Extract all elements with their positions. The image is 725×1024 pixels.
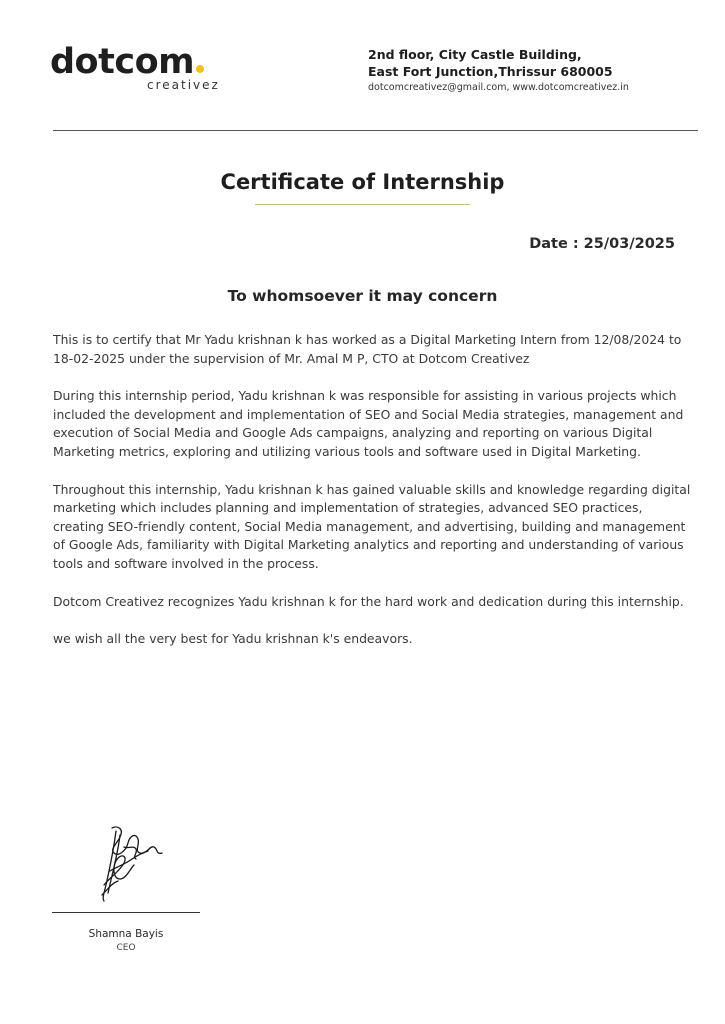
body-paragraph-3: Throughout this internship, Yadu krishnan k has gained valuable skills and knowledge regarding digital marketing which includes planning and implementation of strategies, advanced SEO practices, creating SEO-friendly content, Social Media management, and advertising, building and management of Google Ads, familiarity with Digital Marketing analytics and reporting and understanding of various tools and software involved in the process. xyxy=(53,481,691,571)
salutation: To whomsoever it may concern xyxy=(227,287,498,305)
company-address xyxy=(368,46,698,95)
header-divider xyxy=(53,130,698,131)
body-paragraph-2: During this internship period, Yadu krishnan k was responsible for assisting in various projects which included the development and implementation of SEO and Social Media strategies, management and execution of Social Media and Google Ads campaigns, analyzing and reporting on various Digital Marketing metrics, exploring and utilizing various tools and software used in Digital Marketing. xyxy=(53,388,684,459)
logo-dot-icon xyxy=(196,65,204,73)
certificate-title: Certificate of Internship xyxy=(220,170,505,194)
body-paragraph-4: Dotcom Creativez recognizes Yadu krishnan k for the hard work and dedication during this internship. xyxy=(53,593,684,609)
body-paragraph-1: This is to certify that Mr Yadu krishnan k has worked as a Digital Marketing Intern from 12/08/2024 to 18-02-2025 under the supervision of Mr. Amal M P, CTO at Dotcom Creativez xyxy=(53,332,682,366)
signature-line xyxy=(52,912,200,913)
contact-info: dotcomcreativez@gmail.com, www.dotcomcreativez.in xyxy=(368,82,629,93)
certificate-date: Date : 25/03/2025 xyxy=(529,236,675,252)
address-line-2: East Fort Junction,Thrissur 680005 xyxy=(368,64,613,79)
signatory-role: CEO xyxy=(116,943,136,953)
title-underline xyxy=(255,204,470,205)
address-line-1: 2nd floor, City Castle Building, xyxy=(368,47,582,62)
handwritten-signature xyxy=(90,823,170,905)
certificate-body xyxy=(53,331,693,668)
body-paragraph-5: we wish all the very best for Yadu krishnan k's endeavors. xyxy=(53,631,413,647)
logo-subtext: creativez xyxy=(147,78,220,92)
company-logo xyxy=(50,42,220,102)
logo-wordmark: dotcom xyxy=(50,42,195,82)
signatory-name: Shamna Bayis xyxy=(88,928,164,940)
